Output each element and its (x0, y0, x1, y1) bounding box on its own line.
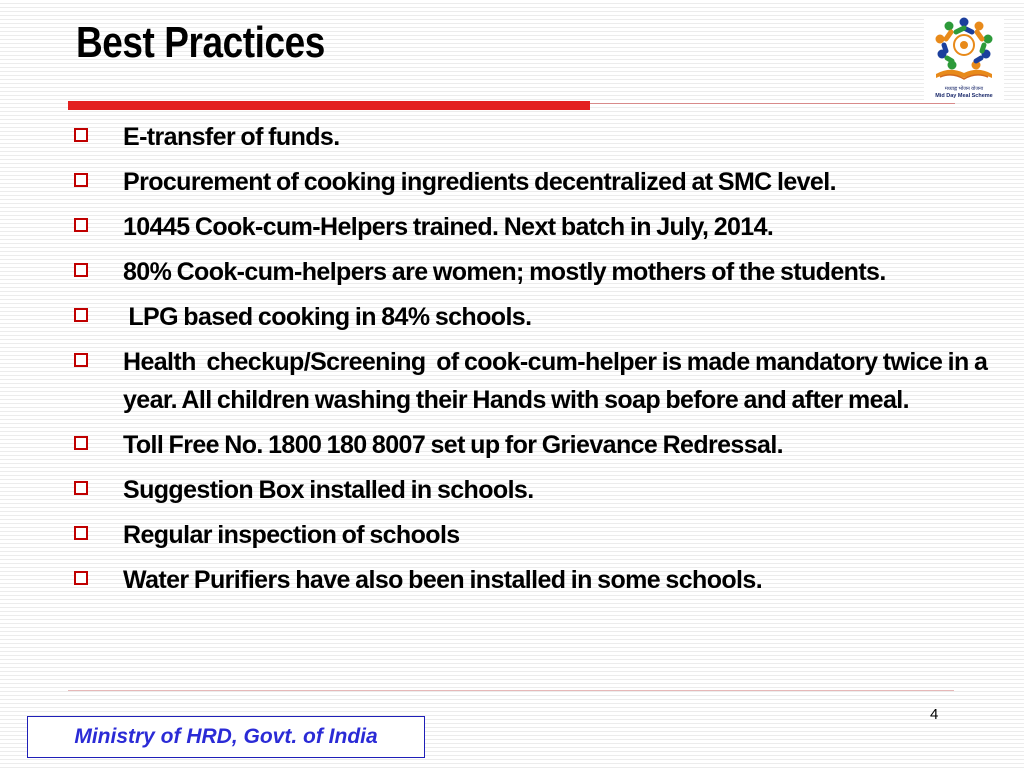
bullet-text: E-transfer of funds. (123, 123, 340, 151)
title-underline-thin (590, 103, 955, 104)
bullet-item (74, 163, 994, 201)
square-bullet-icon (74, 308, 88, 322)
bullet-text: 80% Cook-cum-helpers are women; mostly mothers of the students. (123, 258, 886, 286)
bullet-item (74, 298, 994, 336)
bullet-item (74, 426, 994, 464)
slide-title: Best Practices (76, 18, 325, 67)
bullet-item (74, 471, 994, 509)
bullet-text: Toll Free No. 1800 180 8007 set up for Grievance Redressal. (123, 431, 784, 459)
square-bullet-icon (74, 353, 88, 367)
footer-box (27, 716, 425, 758)
footer-text: Ministry of HRD, Govt. of India (74, 725, 378, 748)
bullet-item (74, 343, 994, 419)
square-bullet-icon (74, 571, 88, 585)
square-bullet-icon (74, 173, 88, 187)
logo-caption-english: Mid Day Meal Scheme (935, 93, 993, 99)
bullet-text: Suggestion Box installed in schools. (123, 476, 534, 504)
square-bullet-icon (74, 526, 88, 540)
bullet-item (74, 118, 994, 156)
bullet-text: 10445 Cook-cum-Helpers trained. Next batch in July, 2014. (123, 213, 774, 241)
square-bullet-icon (74, 481, 88, 495)
mid-day-meal-logo (924, 16, 1004, 102)
logo-caption-hindi: मध्याह्न भोजन योजना (944, 86, 984, 92)
bullet-text: Procurement of cooking ingredients decentralized at SMC level. (123, 168, 836, 196)
bullet-list (74, 118, 994, 606)
bullet-text: Regular inspection of schools (123, 521, 460, 549)
bullet-text: LPG based cooking in 84% schools. (123, 303, 532, 331)
square-bullet-icon (74, 218, 88, 232)
title-underline-accent (68, 101, 590, 110)
square-bullet-icon (74, 128, 88, 142)
bullet-item (74, 561, 994, 599)
bullet-text: Health checkup/Screening of cook-cum-helper is made mandatory twice in a year. All children washing their Hands with soap before and after meal. (123, 348, 993, 414)
bullet-text: Water Purifiers have also been installed in some schools. (123, 566, 763, 594)
footer-divider (68, 690, 954, 691)
square-bullet-icon (74, 436, 88, 450)
page-number: 4 (930, 706, 939, 723)
mid-day-meal-emblem-icon (924, 16, 1004, 86)
bullet-item (74, 208, 994, 246)
square-bullet-icon (74, 263, 88, 277)
bullet-item (74, 516, 994, 554)
bullet-item (74, 253, 994, 291)
